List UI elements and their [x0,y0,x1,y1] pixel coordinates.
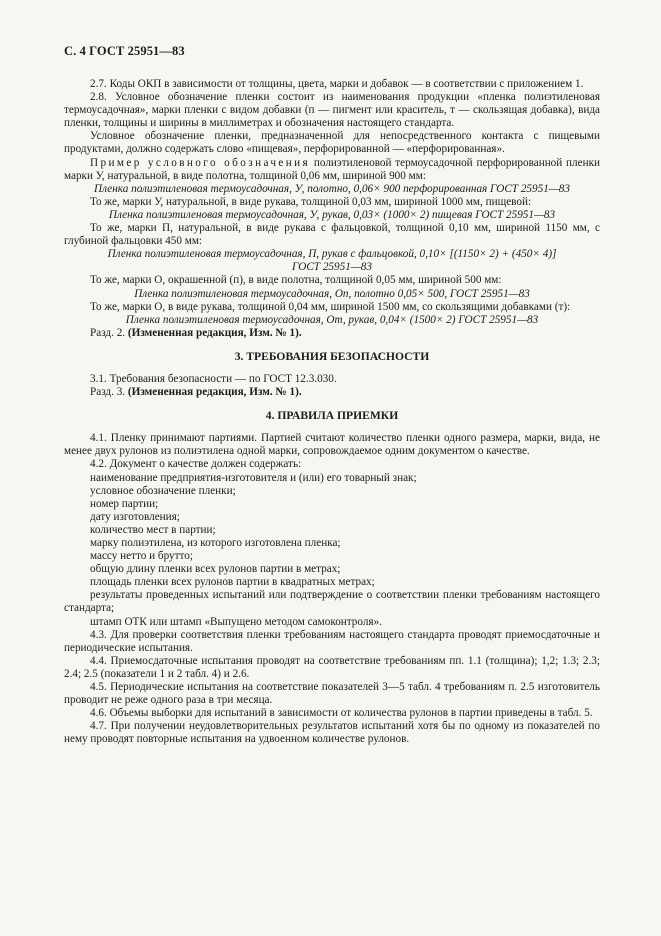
clause-4-2: 4.2. Документ о качестве должен содержать: [90,458,302,471]
example-4-designation: Пленка полиэтиленовая термоусадочная, Оп, полотно 0,05× 500, ГОСТ 25951—83 [134,287,530,300]
list-item: наименование предприятия-изготовителя и (или) его товарный знак; [90,471,417,484]
list-item: номер партии; [90,497,159,510]
example-5-designation: Пленка полиэтиленовая термоусадочная, От, рукав, 0,04× (1500× 2) ГОСТ 25951—83 [125,313,539,326]
example-4-text: То же, марки О, окрашенной (п), в виде полотна, толщиной 0,05 мм, шириной 500 мм: [90,274,502,287]
example-2-text: То же, марки У, натуральной, в виде рукава, толщиной 0,03 мм, шириной 1000 мм, пищевой: [90,195,532,208]
list-item: массу нетто и брутто; [90,550,193,563]
example-1-text: полиэтиленовой термоусадочной перфорированной пленки марки У, натуральной, в виде полотна, толщиной 0,06 мм, шириной 900 мм: [64,156,600,182]
example-1-paragraph [64,157,600,183]
clause-4-7: 4.7. При получении неудовлетворительных результатов испытаний хотя бы по одному из показателей по нему проводят повторные испытания на удвоенном количестве рулонов. [64,720,600,746]
amendment-note: (Измененная редакция, Изм. № 1). [127,386,302,399]
amendment-prefix: Разд. 2. [90,326,128,339]
list-item: результаты проведенных испытаний или подтверждение о соответствии пленки требованиям настоящего стандарта; [64,589,600,615]
example-5-text: То же, марки О, в виде рукава, толщиной 0,04 мм, шириной 1500 мм, со скользящими добавками (т): [90,300,571,313]
list-item: марку полиэтилена, из которого изготовлена пленка; [90,537,341,549]
list-item: площадь пленки всех рулонов партии в квадратных метрах; [90,576,375,589]
list-item: дату изготовления; [90,510,180,523]
list-item: условное обозначение пленки; [90,484,236,497]
clause-4-1: 4.1. Пленку принимают партиями. Партией считают количество пленки одного размера, марки, вида, не менее двух рулонов из полиэтилена одной марки, сопровождаемое одним документом о качестве. [64,432,600,458]
list-item: штамп ОТК или штамп «Выпущено методом самоконтроля». [90,615,382,628]
amendment-note: (Измененная редакция, Изм. № 1). [127,326,302,339]
clause-2-8: 2.8. Условное обозначение пленки состоит из наименования продукции «пленка полиэтиленовая термоусадочная», марки пленки с видом добавки (п — пигмент или краситель, т — скользящая добавка), вида пленки, толщины и ширины в миллиметрах и обозначения настоящего стандарта. [64,91,600,130]
clause-4-3: 4.3. Для проверки соответствия пленки требованиям настоящего стандарта проводят приемосдаточные и периодические испытания. [64,628,600,654]
section-3-amendment [64,386,600,399]
page-header: С. 4 ГОСТ 25951—83 [64,44,185,58]
amendment-prefix: Разд. 3. [90,386,128,399]
example-2-designation: Пленка полиэтиленовая термоусадочная, У, рукав, 0,03× (1000× 2) пищевая ГОСТ 25951—83 [108,208,556,221]
clause-4-4: 4.4. Приемосдаточные испытания проводят на соответствие требованиям пп. 1.1 (толщина); 1,2; 1.3; 2.3; 2.4; 2.5 (показатели 1 и 2 табл. 4) и 2.6. [64,654,600,680]
example-3-designation-line1: Пленка полиэтиленовая термоусадочная, П, рукав с фальцовкой, 0,10× [(1150× 2) + (450× 4)] [107,248,557,261]
example-label: Пример условного обозначения [90,156,311,169]
food-contact-paragraph: Условное обозначение пленки, предназначенной для непосредственного контакта с пищевыми продуктами, должно содержать слово «пищевая», перфорированной — «перфорированная». [64,130,600,156]
example-3-text: То же, марки П, натуральной, в виде рукава с фальцовкой, толщиной 0,10 мм, шириной 1150 мм, с глубиной фальцовки 450 мм: [64,222,600,248]
clause-4-6: 4.6. Объемы выборки для испытаний в зависимости от количества рулонов в партии приведены в табл. 5. [90,707,593,720]
section-2-amendment [64,327,600,340]
list-item: количество мест в партии; [90,523,216,536]
list-item: общую длину пленки всех рулонов партии в метрах; [90,563,341,576]
quality-document-items [64,472,600,629]
example-1-designation: Пленка полиэтиленовая термоусадочная, У, полотно, 0,06× 900 перфорированная ГОСТ 25951—83 [94,182,570,195]
section-4-title: 4. ПРАВИЛА ПРИЕМКИ [265,409,399,423]
clause-4-5: 4.5. Периодические испытания на соответствие показателей 3—5 табл. 4 требованиям п. 2.5 изготовитель проводит не реже одного раза в три месяца. [64,681,600,707]
document-body [64,78,600,747]
section-3-title: 3. ТРЕБОВАНИЯ БЕЗОПАСНОСТИ [234,349,430,363]
clause-3-1: 3.1. Требования безопасности — по ГОСТ 12.3.030. [90,372,337,385]
example-3-designation-line2: ГОСТ 25951—83 [292,261,372,274]
clause-2-7: 2.7. Коды ОКП в зависимости от толщины, цвета, марки и добавок — в соответствии с приложением 1. [90,78,584,90]
